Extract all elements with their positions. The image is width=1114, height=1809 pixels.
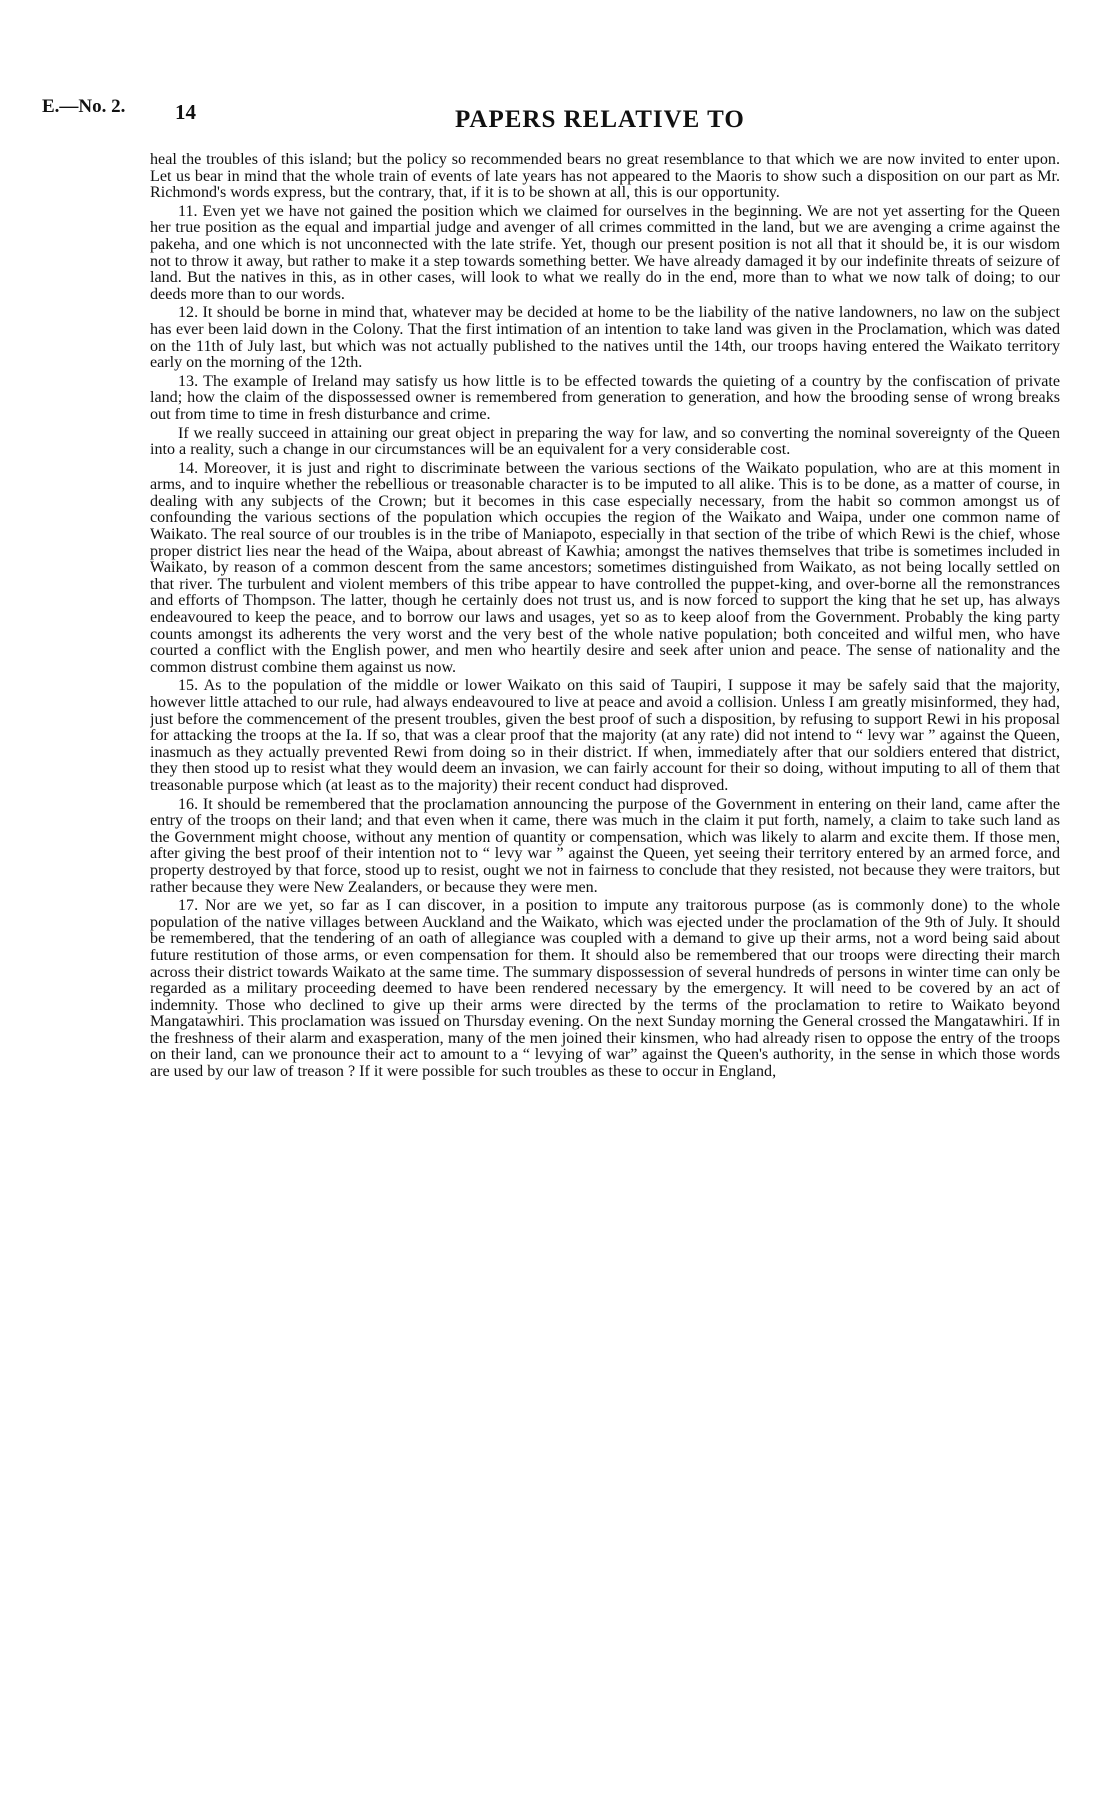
document-reference: E.—No. 2. [42,96,126,117]
paragraph-13: 13. The example of Ireland may satisfy us how little is to be effected towards the quieting of a country by the confiscation of private land; how the claim of the dispossessed owner is remembered from generation to generation, and how the brooding sense of wrong breaks out from time to time in fresh disturbance and crime. [150,372,1060,423]
paragraph-12: 12. It should be borne in mind that, whatever may be decided at home to be the liability of the native landowners, no law on the subject has ever been laid down in the Colony. That the first intimation of an intention to take land was given in the Proclamation, which was dated on the 11th of July last, but which was not actually published to the natives until the 14th, our troops having entered the Waikato territory early on the morning of the 12th. [150,304,1060,372]
paragraph-11: 11. Even yet we have not gained the position which we claimed for ourselves in the beginning. We are not yet asserting for the Queen her true position as the equal and impartial judge and avenger of all crimes committed in the land, but we are avenging a crime against the pakeha, and one which is not unconnected with the late strife. Yet, though our present position is not all that it should be, it is our wisdom not to throw it away, but rather to make it a step towards something better. We have already damaged it by our indefinite threats of seizure of land. But the natives in this, as in other cases, will look to what we really do in the end, more than to what we now talk of doing; to our deeds more than to our words. [150,202,1060,303]
paragraph-13-continued: If we really succeed in attaining our great object in preparing the way for law, and so converting the nominal sovereignty of the Queen into a reality, such a change in our circumstances will be an equivalent for a very considerable cost. [150,424,1060,459]
paragraph-continuation: heal the troubles of this island; but the policy so recommended bears no great resemblance to that which we are now invited to enter upon. Let us bear in mind that the whole train of events of late years has not appeared to the Maoris to show such a disposition on our part as Mr. Richmond's words express, but the contrary, that, if it is to be shown at all, this is our opportunity. [150,152,1060,202]
body-text [150,152,1060,1782]
page-header [0,0,1114,150]
paragraph-14: 14. Moreover, it is just and right to discriminate between the various sections of the Waikato population, who are at this moment in arms, and to inquire whether the rebellious or treasonable character is to be imputed to all alike. This is to be done, as a matter of course, in dealing with any subjects of the Crown; but it becomes in this case especially necessary, from the habit so common amongst us of confounding the various sections of the population which occupies the region of the Waikato and Waipa, under one common name of Waikato. The real source of our troubles is in the tribe of Maniapoto, especially in that section of the tribe of which Rewi is the chief, whose proper district lies near the head of the Waipa, about abreast of Kawhia; amongst the natives themselves that tribe is sometimes included in Waikato, by reason of a common descent from the same ancestors; sometimes distinguished from Waikato, as not being locally settled on that river. The turbulent and violent members of this tribe appear to have controlled the puppet-king, and over-borne all the remonstrances and efforts of Thompson. The latter, though he certainly does not trust us, and is now forced to support the king that he set up, has always endeavoured to keep the peace, and to borrow our laws and usages, yet so as to keep aloof from the Government. Probably the king party counts amongst its adherents the very worst and the very best of the whole native population; both conceited and wilful men, who have courted a conflict with the English power, and men who heartily desire and seek after union and peace. The sense of nationality and the common distrust combine them against us now. [150,459,1060,676]
paragraph-16: 16. It should be remembered that the proclamation announcing the purpose of the Government in entering on their land, came after the entry of the troops on their land; and that even when it came, there was much in the claim it put forth, namely, a claim to take such land as the Government might choose, without any mention of quantity or compensation, which was likely to alarm and excite them. If those men, after giving the best proof of their intention not to “ levy war ” against the Queen, yet seeing their territory entered by an armed force, and property destroyed by that force, stood up to resist, ought we not in fairness to conclude that they resisted, not because they were traitors, but rather because they were New Zealanders, or because they were men. [150,795,1060,896]
paragraph-15: 15. As to the population of the middle or lower Waikato on this said of Taupiri, I suppose it may be safely said that the majority, however little attached to our rule, had always endeavoured to live at peace and avoid a collision. Unless I am greatly misinformed, they had, just before the commencement of the present troubles, given the best proof of such a disposition, by refusing to support Rewi in his proposal for attacking the troops at the Ia. If so, that was a clear proof that the majority (at any rate) did not intend to “ levy war ” against the Queen, inasmuch as they actually prevented Rewi from doing so in their district. If when, immediately after that our soldiers entered that district, they then stood up to resist what they would deem an invasion, we can fairly account for their so doing, without imputing to all of them that treasonable purpose which (at least as to the majority) their recent conduct had disproved. [150,677,1060,794]
paragraph-17: 17. Nor are we yet, so far as I can discover, in a position to impute any traitorous purpose (as is commonly done) to the whole population of the native villages between Auckland and the Waikato, which was ejected under the proclamation of the 9th of July. It should be remembered, that the tendering of an oath of allegiance was coupled with a demand to give up their arms, not a word being said about future restitution of those arms, or even compensation for them. It should also be remembered that our troops were directing their march across their district towards Waikato at the same time. The summary dispossession of several hundreds of persons in winter time can only be regarded as a military proceeding deemed to have been rendered necessary by the emergency. It will need to be covered by an act of indemnity. Those who declined to give up their arms were directed by the terms of the proclamation to retire to Waikato beyond Mangatawhiri. This proclamation was issued on Thursday evening. On the next Sunday morning the General crossed the Mangatawhiri. If in the freshness of their alarm and exasperation, many of the men joined their kinsmen, who had already risen to oppose the entry of the troops on their land, can we pronounce their act to amount to a “ levying of war” against the Queen's authority, in the sense in which those words are used by our law of treason ? If it were possible for such troubles as these to occur in England, [150,897,1060,1081]
page-number: 14 [175,100,196,124]
running-title: PAPERS RELATIVE TO [455,106,745,133]
